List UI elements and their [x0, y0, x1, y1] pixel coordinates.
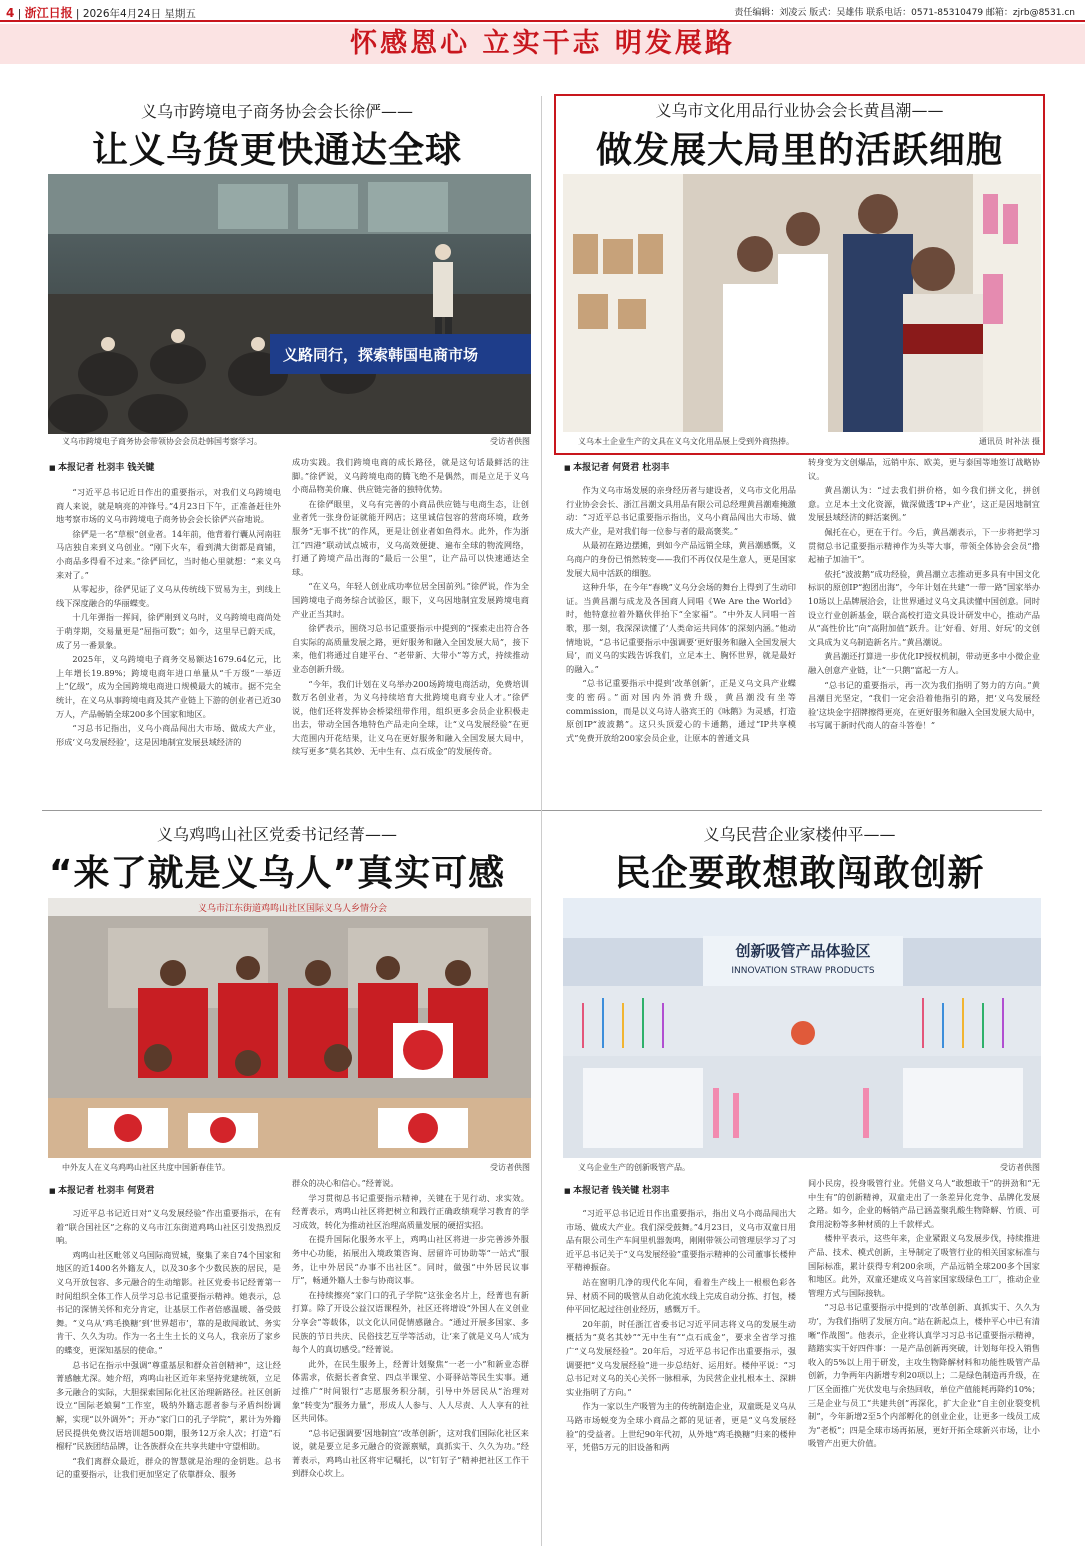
paragraph: 20年前，时任浙江省委书记习近平同志将义乌的发展生动概括为“莫名其妙”“无中生有”“点石成金”，要求全省学习推广“义乌发展经验”。20年后，习近平总书记作出重要指示，强调要把“义乌发展经验”进一步总结好、运用好。楼仲平说：“习总书记对义乌的关心关怀一脉相承，为民营企业扎根本土、深耕实业指明了方向。” [566, 1318, 796, 1397]
a3-byline: ■ 本报记者 杜羽丰 何贤君 [49, 1183, 154, 1196]
paragraph: “在义乌，年轻人创业成功率位居全国前列。”徐俨说，作为全国跨境电子商务综合试验区，眼下，义乌因地制宜发展跨境电商产业正当其时。 [292, 581, 529, 619]
a1-caption: 义乌市跨境电子商务协会带领协会会员赴韩国考察学习。 [62, 437, 262, 446]
paragraph: “习总书记重要指示中提到的‘改革创新、真抓实干、久久为功’，为我们指明了发展方向。”站在新起点上，楼仲平心中已有清晰“作战图”。他表示，企业将认真学习习总书记重要指示精神，踏踏实实干好四件事：一是产品创新再突破，计划每年投入销售收入的5%以上用于研发，主攻生物降解材料和功能性吸管产品创新，力争两年内新增专利20项以上；二是绿色制造再升级，在厂区全面推广光伏发电与余热回收，单位产值能耗再降约10%；三是企业与员工“共建共创”再深化，扩大企业“自主创业裂变机制”，今年新增2至5个内部孵化的创业企业，让更多一线员工成为“老板”；四是全球市场再拓展，更好开拓全球新兴市场，让小吸管产出更大价值。 [808, 1302, 1040, 1449]
paragraph: 转身变为文创爆品，远销中东、欧美，更与泰国等地签订战略协议。 [808, 457, 1040, 481]
a4-byline: ■ 本报记者 钱关键 杜羽丰 [564, 1183, 669, 1196]
a1-headline: 让义乌货更快通达全球 [91, 130, 462, 171]
paragraph: “今年，我们计划在义乌举办200场跨境电商活动，免费培训数万名创业者，为义乌持续培育大批跨境电商专业人才。”徐俨说，他们还将发挥协会桥梁纽带作用，组织更多会员企业积极走出去，带动全国各地特色产品走向全球，让“义乌发展经验”在更大范围内开花结果，让义乌在更好服务和融入全国发展大局中，续写更多“莫名其妙、无中生有、点石成金”的发展传奇。 [292, 678, 529, 757]
paragraph: 总书记在指示中强调“尊重基层和群众首创精神”，这让经菁感触尤深。她介绍，鸡鸣山社区近年来坚持党建统领，立足多元融合的实际，大胆探索国际化社区治理新路径。社区创新设立“国际老娘舅”工作室，吸纳外籍志愿者参与矛盾纠纷调解，实现“以外调外”；开办“家门口的孔子学院”，累计为外籍居民提供免费汉语培训超500期，服务12万余人次；打造“石榴籽”民族团结品牌，让各族群众在共享共建中守望相助。 [56, 1359, 281, 1452]
column-divider [541, 96, 542, 1546]
a2-caption: 义乌本土企业生产的文具在义乌文化用品展上受到外商热捧。 [578, 437, 794, 446]
a3-caption: 中外友人在义乌鸡鸣山社区共度中国新春佳节。 [62, 1163, 230, 1172]
a2-photo [563, 174, 1041, 432]
a4-sign-english: INNOVATION STRAW PRODUCTS [731, 966, 875, 976]
paragraph: “总书记强调要‘因地制宜’‘改革创新’，这对我们国际化社区来说，就是要立足多元融合的资源禀赋，真抓实干、久久为功。”经菁表示，鸡鸣山社区将牢记嘱托，以“钉钉子”精神把社区工作干到群众心坎上。 [292, 1427, 529, 1479]
a2-credit: 通讯员 时补法 摄 [978, 437, 1040, 446]
paragraph: “习近平总书记近日作出的重要指示，对我们义乌跨境电商人来说，就是响亮的冲锋号。”4月23日下午，正准备赶往外地考察市场的义乌市跨境电子商务协会会长徐俨兴奋地说。 [56, 487, 281, 525]
paragraph: 徐俨是一名“草根”创业者。14年前，他背着行囊从河南驻马店独自来到义乌创业。“刚下火车，看到满大街都是商铺，小商品多得看不过来。”徐俨回忆，当时他心里就想：“来义乌来对了。” [56, 528, 281, 580]
issue-date: 2026年4月24日 星期五 [82, 8, 196, 20]
a3-column-2 [292, 1177, 529, 1547]
paragraph: 十几年弹指一挥间，徐俨刚到义乌时，义乌跨境电商尚处于萌芽期，交易量更是“屈指可数”；如今，这里早已蔚天成，成了另一番景象。 [56, 612, 281, 650]
paragraph: “总书记的重要指示，再一次为我们指明了努力的方向。”黄昌潮目光坚定，“我们一定会沿着他指引的路，把‘义乌发展经验’这块金字招牌擦得更亮，在更好服务和融入全国发展大局中，书写属于新时代商人的奋斗答卷！” [808, 679, 1040, 731]
a1-column-2 [292, 456, 529, 796]
a4-column-2 [808, 1177, 1040, 1547]
paragraph: “习总书记指出，义乌小商品闯出大市场、做成大产业，形成‘义乌发展经验’，这是因地制宜发展县域经济的 [56, 723, 281, 747]
paragraph: 群众的决心和信心。”经菁说。 [292, 1178, 399, 1188]
a1-photo [48, 174, 531, 434]
page-number: 4 [6, 6, 15, 20]
paragraph: 在提升国际化服务水平上，鸡鸣山社区将进一步完善涉外服务中心功能，拓展出入境政策咨询、居留许可协助等“一站式”服务，让中外居民“办事不出社区”。同时，做强“中外居民议事厅”，畅通外籍人士参与协商议事。 [292, 1234, 529, 1286]
newspaper-name: 浙江日报 [24, 6, 73, 20]
paragraph: “习近平总书记近日作出重要指示，指出义乌小商品闯出大市场、做成大产业。我们深受鼓舞。”4月23日，义乌市双童日用品有限公司生产车间里机器轰鸣，刚刚带领公司管理层学习了习近平总书记关于“义乌发展经验”重要指示精神的公司董事长楼仲平精神振奋。 [566, 1208, 796, 1273]
paragraph: 学习贯彻总书记重要指示精神，关键在于见行动、求实效。经菁表示，鸡鸣山社区将把树立和践行正确政绩观学习教育的学习成效，转化为推动社区治理高质量发展的硬招实招。 [292, 1192, 529, 1230]
paragraph: 佩托在心，更在于行。今后，黄昌潮表示，下一步将把学习贯彻总书记重要指示精神作为头等大事，带领全体协会会员“撸起袖子加油干”。 [808, 526, 1040, 565]
paragraph: “我们离群众最近，群众的智慧就是治理的金钥匙。总书记的重要指示，让我们更加坚定了依靠群众、服务 [56, 1455, 281, 1480]
header-rule [0, 20, 1085, 22]
paragraph: 这种升华，在今年“春晚”义乌分会场的舞台上得到了生动印证。当黄昌潮与成龙及各国商人同唱《We Are the World》时，他特意拉着外籍伙伴抬下“全家福”。“中外友人同唱一首歌，那一刻，我深深读懂了‘人类命运共同体’的深刻内涵。”他动情地说，“总书记重要指示中强调要‘更好服务和融入全国发展大局’，而义乌的实践告诉我们，立足本土、胸怀世界，就是最好的融入。” [566, 582, 796, 674]
paragraph: 黄昌潮还打算进一步优化IP授权机制，带动更多中小微企业融入创意产业链，让“一只鹅”富起一方人。 [808, 651, 1040, 675]
paragraph: 在持续擦亮“家门口的孔子学院”这张金名片上，经菁也有新打算。除了开设公益汉语课程外，社区还将增设“外国人在义创业分享会”等载体，以文化认同促情感融合。“通过开展多国家、多民族的节日共庆、民俗技艺互学等活动，让‘来了就是义乌人’成为每个人的真切感受。”经菁说。 [292, 1289, 529, 1355]
paragraph: 习近平总书记近日对“义乌发展经验”作出重要指示，在有着“联合国社区”之称的义乌市江东街道鸡鸣山社区引发热烈反响。 [56, 1208, 281, 1246]
a4-credit: 受访者供图 [1000, 1163, 1040, 1172]
paragraph: 依托“波波鹅”成功经验，黄昌潮立志推动更多具有中国文化标识的原创IP“抱团出海”，今年计划在共建“一带一路”国家举办10场以上品牌展洽会，让世界通过义乌文具读懂中国创意。同时设立行业创新基金，联合高校打造文具设计研发中心，推动产品从“高性价比”向“高附加值”跃升。让‘好看、好用、好玩’的文创文具成为义乌制造新名片。”黄昌潮说。 [808, 568, 1040, 647]
a3-kicker: 义乌鸡鸣山社区党委书记经菁—— [156, 825, 397, 844]
a1-photo-banner-text: 义路同行，探索韩国电商市场 [283, 346, 479, 364]
a2-byline: ■ 本报记者 何贤君 杜羽丰 [564, 460, 669, 473]
a3-credit: 受访者供图 [490, 1163, 530, 1172]
a4-photo [563, 898, 1041, 1158]
paragraph: 楼仲平表示，这些年来，企业紧跟义乌发展步伐，持续推进产品、技术、模式创新，主导制定了吸管行业的相关国家标准与国际标准，累计获得专利200余项，产品远销全球200多个国家和地区。此外，双童还建成义乌首家国家级绿色工厂，推动企业管理方式与国际接轨。 [808, 1233, 1040, 1298]
paragraph: 在徐俨眼里，义乌有完善的小商品供应链与电商生态，让创业者凭一张身份证就能开网店；这里诚信包容的营商环境，政务服务“无事不扰”的作风，更是让创业者如鱼得水。此外，作为浙江“四港”联动试点城市，义乌高效便捷、遍布全球的物流网络，打通了跨境产品出海的“最后一公里”，让产品可以快速通达全球。 [292, 498, 529, 577]
a4-headline: 民企要敢想敢闯敢创新 [614, 853, 985, 894]
a1-kicker: 义乌市跨境电子商务协会会长徐俨—— [140, 102, 413, 121]
a1-byline: ■ 本报记者 杜羽丰 钱关键 [49, 460, 154, 473]
a2-column-2 [808, 456, 1040, 850]
paragraph: 从最初在路边摆摊，到如今产品远销全球，黄昌潮感慨，义乌商户的身份已悄然转变——我们不再仅仅是生意人，更是国家发展大局中活跃的细胞。 [566, 540, 796, 578]
page-header-left: 4 | 浙江日报 | 2026年4月24日 星期五 [6, 6, 196, 20]
a4-column-1 [566, 1207, 796, 1547]
paragraph: 徐俨表示，围绕习总书记重要指示中提到的“探索走出符合各自实际的高质量发展之路，更好服务和融入全国发展大局”，接下来，他们将通过自建平台、“老带新、大带小”等方式，持续推动业态创新升级。 [292, 623, 529, 674]
page-banner: 怀感恩心 立实干志 明发展路 [0, 24, 1085, 64]
a2-headline: 做发展大局里的活跃细胞 [595, 130, 1003, 171]
section-divider [42, 810, 1042, 811]
a3-photo-banner-text: 义乌市江东街道鸡鸣山社区国际义乌人乡情分会 [198, 904, 388, 914]
paragraph: 站在窗明几净的现代化车间，看着生产线上一根根色彩各异、材质不同的吸管从自动化流水线上完成自动分拣、打包，楼仲平回忆起过往创业经历，感慨万千。 [566, 1276, 796, 1315]
a3-photo [48, 898, 531, 1158]
a1-column-1 [56, 486, 281, 796]
paragraph: 鸡鸣山社区毗邻义乌国际商贸城，聚集了来自74个国家和地区的近1400名外籍友人，以及30多个少数民族的居民，是义乌开放包容、多元融合的生动缩影。社区党委书记经菁第一时间组织全体工作人员学习总书记重要指示精神。她表示，总书记的深情关怀和充分肯定，让基层工作者倍感温暖、备受鼓舞。“义乌从‘鸡毛换糖’到‘世界超市’，靠的是敢闯敢试、务实肯干、久久为功。作为一名土生土长的义乌人，我亲历了家乡的蝶变，更深知基层的使命。” [56, 1249, 281, 1355]
paragraph: 此外，在民生服务上，经菁计划聚焦“一老一小”和新业态群体需求，依据长者食堂、四点半课堂、小哥驿站等民生实事。通过推广“时间银行”志愿服务积分制，引导中外居民从“治理对象”转变为“服务力量”，形成人人参与、人人尽责、人人享有的社区共同体。 [292, 1358, 529, 1424]
a2-column-1 [566, 484, 796, 850]
a3-headline: “来了就是义乌人”真实可感 [48, 853, 506, 894]
paragraph: 成功实践。我们跨境电商的成长路径，就是这句话最鲜活的注脚。”徐俨说，义乌跨境电商的腾飞绝不是偶然，而是立足于义乌小商品物美价廉、供应链完备的独特优势。 [292, 457, 529, 495]
a4-caption: 义乌企业生产的创新吸管产品。 [578, 1163, 690, 1172]
paragraph: 从零起步，徐俨见证了义乌从传统线下贸易为主，到线上线下深度融合的华丽蝶变。 [56, 584, 281, 608]
paragraph: “总书记重要指示中提到‘改革创新’，正是义乌文具产业蝶变的密码。”面对国内外消费升级，黄昌潮没有坐等commission，而是以义乌诗人骆宾王的《咏鹅》为灵感，打造原创IP“波波鹅”。这只头顶爱心的卡通鹅，通过“IP共享模式”免费开放给200家会员企业，让原本的普通文具 [566, 678, 796, 743]
paragraph: 间小民房，投身吸管行业。凭借义乌人“敢想敢干”的拼劲和“无中生有”的创新精神，双童走出了一条差异化竞争、品牌化发展之路。如今，企业的畅销产品已涵盖聚乳酸生物降解、竹质、可食用淀粉等多种材质的上千款样式。 [808, 1178, 1040, 1229]
a1-credit: 受访者供图 [490, 437, 530, 446]
paragraph: 黄昌潮认为：“过去我们拼价格，如今我们拼文化，拼创意。立足本土文化资源，做深做透‘IP+产业’，这正是因地制宜发展县域经济的鲜活案例。” [808, 485, 1040, 523]
a2-kicker: 义乌市文化用品行业协会会长黄昌潮—— [655, 101, 944, 120]
a4-kicker: 义乌民营企业家楼仲平—— [703, 825, 896, 844]
paragraph: 2025年，义乌跨境电子商务交易额达1679.64亿元，比上年增长19.89%；跨境电商年进口单量从“千万级”一举迈上“亿级”，成为全国跨境电商进口规模最大的城市。据不完全统计，在义乌从事跨境电商及其产业链上下游的创业者已近30万人，产品畅销全球200多个国家和地区。 [56, 654, 281, 719]
paragraph: 作为义乌市场发展的亲身经历者与建设者，义乌市文化用品行业协会会长、浙江昌潮文具用品有限公司总经理黄昌潮难掩激动：“习近平总书记重要指示指出，义乌小商品闯出大市场、做成大产业，是对我们每一位参与者的最高褒奖。” [566, 485, 796, 536]
editor-info: 责任编辑：刘凌云 版式：吴雄伟 联系电话：0571-85310479 邮箱：zjrb@8531.cn [734, 8, 1075, 18]
a4-sign-chinese: 创新吸管产品体验区 [735, 942, 871, 960]
paragraph: 作为一家以生产吸管为主的传统制造企业，双童既是义乌从马路市场蜕变为全球小商品之都的见证者，更是“义乌发展经验”的受益者。上世纪90年代初，从外地“鸡毛换糖”归来的楼仲平，凭借5万元的旧设备和两 [566, 1401, 796, 1453]
a3-column-1 [56, 1207, 281, 1547]
